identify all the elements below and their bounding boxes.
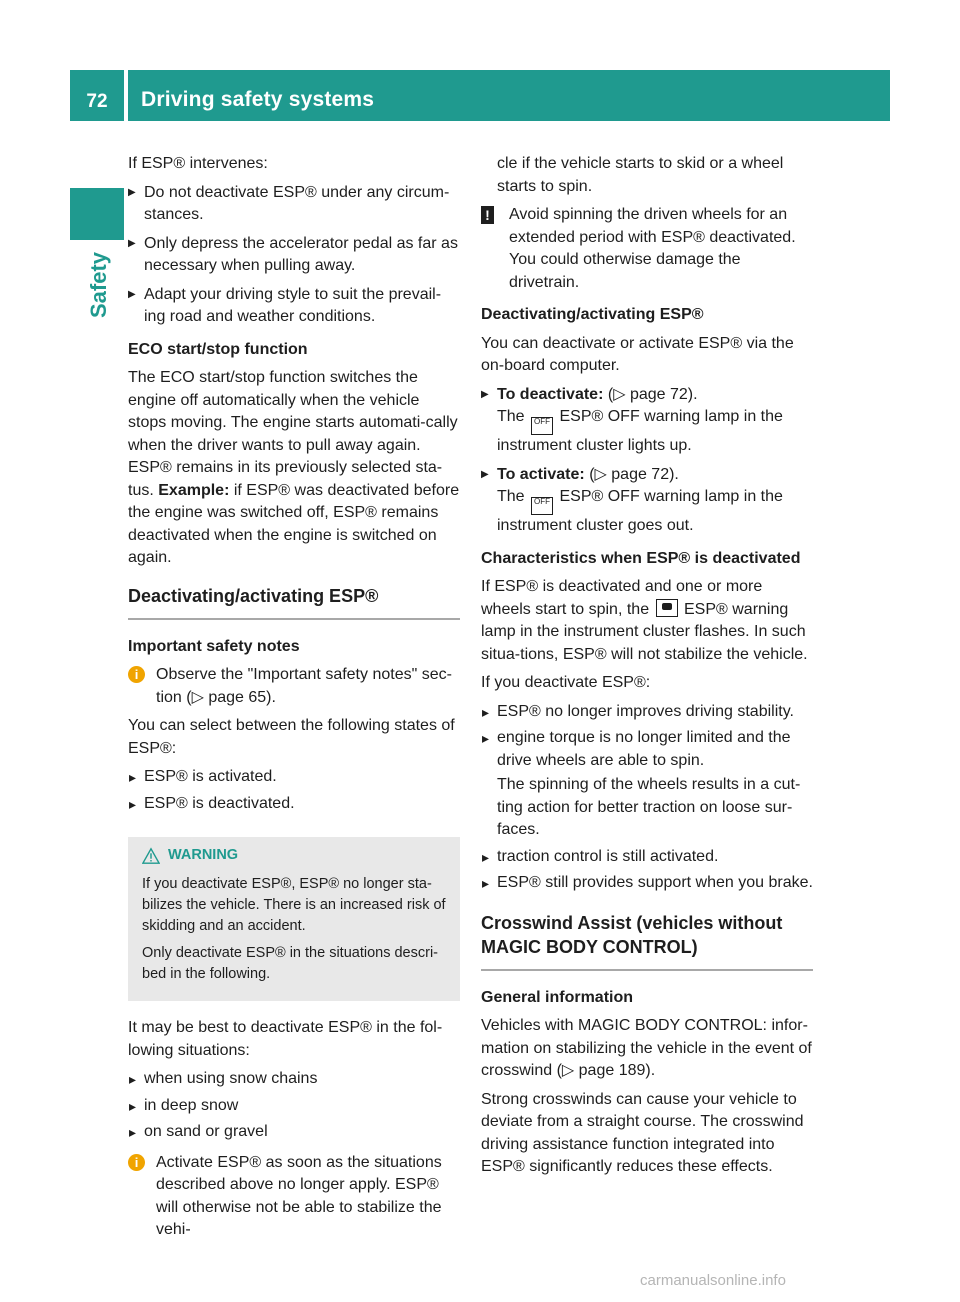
best-text: It may be best to deactivate ESP® in the fol-lowing situations:	[128, 1019, 443, 1059]
list-item: ▸ ESP® still provides support when you brake.	[481, 872, 813, 895]
list-item	[481, 727, 813, 842]
page-number: 72	[70, 70, 124, 121]
step-item	[481, 384, 813, 458]
right-column	[481, 153, 813, 1185]
char-text	[481, 576, 813, 666]
section-heading: Deactivating/activating ESP®	[128, 584, 460, 620]
list-item: ▸ ESP® no longer improves driving stability.	[481, 701, 813, 724]
esp-off-lamp-icon	[531, 417, 553, 435]
list-item-subtext: The spinning of the wheels results in a cut-ting action for better traction on loose sur-faces.	[497, 776, 801, 838]
list-item: ▸ in deep snow	[128, 1095, 460, 1118]
warning-head	[142, 845, 446, 866]
info-icon: i	[128, 666, 145, 683]
safety-heading: Important safety notes	[128, 637, 300, 655]
exclamation-icon: !	[481, 206, 494, 224]
step-item: ▶ Adapt your driving style to suit the prevail-ing road and weather conditions.	[128, 284, 460, 329]
step-item: ▶ Only depress the accelerator pedal as far as necessary when pulling away.	[128, 233, 460, 278]
eco-heading: ECO start/stop function	[128, 340, 308, 358]
side-tab-marker	[70, 188, 124, 240]
warning-label: WARNING	[168, 847, 239, 863]
char-text-a: If ESP® is deactivated and one or more wheels start to spin, the	[481, 578, 763, 618]
deact-text: You can deactivate or activate ESP® via the on-board computer.	[481, 334, 794, 374]
eco-text-a: The ECO start/stop function switches the engine off automatically when the vehicle stops moving. The engine starts automati-cally when the driver wants to pull away again. ESP® remains in its previously selected sta-tus.	[128, 369, 458, 499]
the-word: The	[497, 408, 525, 425]
list-item-text: engine torque is no longer limited and the drive wheels are able to spin.	[497, 729, 791, 769]
page-title: Driving safety systems	[141, 88, 375, 111]
eco-example-label: Example:	[158, 481, 230, 499]
char-heading: Characteristics when ESP® is deactivated	[481, 549, 801, 567]
if-deact-text: If you deactivate ESP®:	[481, 674, 651, 691]
step-result: ESP® OFF warning lamp in the instrument cluster goes out.	[497, 488, 783, 534]
caution-note	[481, 204, 813, 294]
eco-text	[128, 367, 460, 570]
safety-info	[128, 664, 460, 709]
warning-text: If you deactivate ESP®, ESP® no longer sta-bilizes the vehicle. There is an increased risk of skidding and an accident.	[142, 876, 446, 934]
step-result: ESP® OFF warning lamp in the instrument cluster lights up.	[497, 408, 783, 454]
activate-info-text: Activate ESP® as soon as the situations described above no longer apply. ESP® will otherwise not be able to stabilize the vehi-	[156, 1153, 442, 1238]
lamp-label: OFF	[534, 417, 551, 426]
watermark: carmanualsonline.info	[640, 1272, 786, 1289]
step-item: ▶ Do not deactivate ESP® under any circum-stances.	[128, 182, 460, 227]
list-item: ▸ on sand or gravel	[128, 1121, 460, 1144]
intro-text: If ESP® intervenes:	[128, 155, 268, 172]
list-item: ▸ when using snow chains	[128, 1068, 460, 1091]
step-label: To activate:	[497, 465, 585, 483]
esp-off-lamp-icon	[531, 497, 553, 515]
caution-text: Avoid spinning the driven wheels for an extended period with ESP® deactivated. You could otherwise damage the drivetrain.	[509, 206, 796, 291]
activate-info	[128, 1152, 460, 1242]
step-item	[481, 464, 813, 538]
list-item: ▸ ESP® is deactivated.	[128, 793, 460, 816]
list-item: ▸ ESP® is activated.	[128, 766, 460, 789]
char-text-b: ESP® warning lamp in the instrument cluster flashes. In such situa-tions, ESP® will not stabilize the vehicle.	[481, 600, 808, 663]
page-ref-link[interactable]: (▷ page 72).	[607, 385, 698, 403]
general-heading: General information	[481, 988, 634, 1006]
page-ref-link[interactable]: (▷ page 72).	[589, 465, 679, 483]
crosswind-heading: Crosswind Assist (vehicles without MAGIC BODY CONTROL)	[481, 911, 813, 971]
warning-text: Only deactivate ESP® in the situations descri-bed in the following.	[142, 945, 438, 982]
lamp-label: OFF	[534, 497, 551, 506]
general-text: Vehicles with MAGIC BODY CONTROL: infor-mation on stabilizing the vehicle in the event of crosswind (▷ page 189).	[481, 1017, 812, 1079]
warning-box	[128, 837, 460, 1001]
deact-heading: Deactivating/activating ESP®	[481, 306, 704, 323]
list-item: ▸ traction control is still activated.	[481, 846, 813, 869]
warning-icon	[142, 847, 160, 865]
info-icon: i	[128, 1154, 145, 1171]
eco-text-b: if ESP® was deactivated before the engine was switched off, ESP® remains deactivated when the engine is switched on again.	[128, 481, 460, 566]
side-tab-label: Safety	[86, 251, 111, 318]
left-column	[128, 153, 460, 1248]
general-text: Strong crosswinds can cause your vehicle to deviate from a straight course. The crosswind driving assistance function integrated into ESP® significantly reduces these effects.	[481, 1090, 804, 1175]
esp-warning-lamp-icon	[656, 599, 678, 617]
continued-text: cle if the vehicle starts to skid or a wheel starts to spin.	[497, 155, 784, 195]
select-text: You can select between the following states of ESP®:	[128, 717, 455, 757]
safety-info-text[interactable]: Observe the "Important safety notes" sec-tion (▷ page 65).	[156, 666, 452, 706]
step-label: To deactivate:	[497, 385, 604, 403]
the-word: The	[497, 488, 525, 505]
